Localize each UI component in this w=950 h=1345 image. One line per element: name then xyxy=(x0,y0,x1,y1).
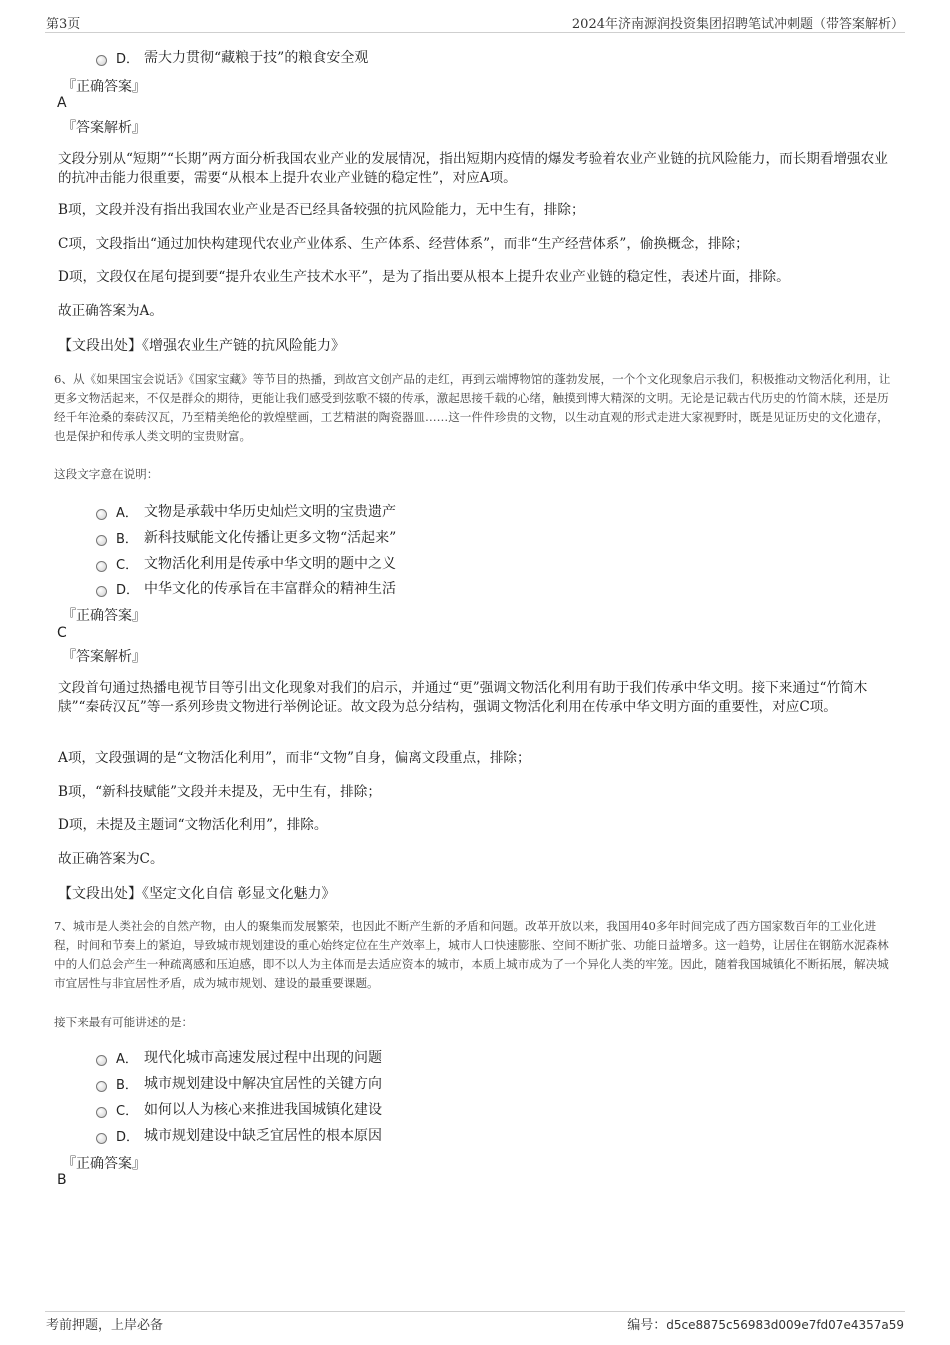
radio-button-icon[interactable] xyxy=(96,509,107,520)
question-7-prompt: 接下来最有可能讲述的是： xyxy=(54,1015,194,1029)
correct-answer-label: 『正确答案』 xyxy=(62,1156,146,1172)
document-title: 2024年济南源润投资集团招聘笔试冲刺题（带答案解析） xyxy=(571,17,904,32)
option-letter: C． xyxy=(116,557,139,573)
option-letter: B． xyxy=(116,531,138,547)
q6-option-d[interactable] xyxy=(96,578,396,598)
option-text: 文物活化利用是传承中华文明的题中之义 xyxy=(144,556,396,572)
option-letter: A． xyxy=(116,505,138,521)
header-divider xyxy=(45,32,905,33)
q7-option-d[interactable] xyxy=(96,1125,382,1145)
footer-slogan: 考前押题，上岸必备 xyxy=(46,1318,164,1333)
footer-code-label: 编号： xyxy=(627,1318,667,1333)
passage-source: 【文段出处】《坚定文化自信 彰显文化魅力》 xyxy=(58,886,336,902)
question-6-text: 6、从《如果国宝会说话》《国家宝藏》等节目的热播，到故宫文创产品的走红，再到云端博物馆的蓬勃发展，一个个文化现象启示我们，积极推动文物活化利用，让更多文物活起来，不仅是群众的期待，更能让我们感受到弦歌不辍的传承，激起思接千载的心绪，触摸到博大精深的文明。无论是记载古代历史的竹简木牍，还是历经千年沧桑的秦砖汉瓦，乃至精美绝伦的敦煌壁画，工艺精湛的陶瓷器皿……这一件件珍贵的文物，以生动直观的形式走进大家视野时，既是见证历史的文化遗存，也是保护和传承人类文明的宝贵财富。 xyxy=(54,372,891,443)
option-text: 城市规划建设中缺乏宜居性的根本原因 xyxy=(144,1128,382,1144)
option-text: 文物是承载中华历史灿烂文明的宝贵遗产 xyxy=(144,504,396,520)
analysis-paragraph: 文段首句通过热播电视节目等引出文化现象对我们的启示，并通过“更”强调文物活化利用有助于我们传承中华文明。接下来通过“竹简木牍”“秦砖汉瓦”等一系列珍贵文物进行举例论证。故文段为总分结构，强调文物活化利用在传承中华文明方面的重要性，对应C项。 xyxy=(58,680,868,715)
option-letter: C． xyxy=(116,1103,139,1119)
question-7-text: 7、城市是人类社会的自然产物，由人的聚集而发展繁荣，也因此不断产生新的矛盾和问题。改革开放以来，我国用40多年时间完成了西方国家数百年的工业化进程，时间和节奏上的紧迫，导致城市规划建设的重心始终定位在生产效率上，城市人口快速膨胀、空间不断扩张、功能日益增多。这一趋势，让居住在钢筋水泥森林中的人们总会产生一种疏离感和压迫感，即不以人为主体而是去适应资本的城市，本质上城市成为了一个异化人类的牢笼。因此，随着我国城镇化不断拓展，解决城市宜居性与非宜居性矛盾，成为城市规划、建设的最重要课题。 xyxy=(54,919,889,990)
correct-answer-value: B xyxy=(57,1172,67,1188)
radio-button-icon[interactable] xyxy=(96,55,107,66)
question-6-prompt: 这段文字意在说明： xyxy=(54,467,159,481)
footer-divider xyxy=(45,1311,905,1312)
option-text: 需大力贯彻“藏粮于技”的粮食安全观 xyxy=(144,50,369,66)
option-letter: D． xyxy=(116,1129,140,1145)
q7-option-a[interactable] xyxy=(96,1047,382,1067)
footer-code xyxy=(627,1314,904,1333)
correct-answer-label: 『正确答案』 xyxy=(62,608,146,624)
analysis-paragraph: D项，未提及主题词“文物活化利用”，排除。 xyxy=(58,817,328,833)
analysis-paragraph: 故正确答案为C。 xyxy=(58,851,164,867)
correct-answer-value: C xyxy=(57,625,67,641)
option-letter: B． xyxy=(116,1077,138,1093)
analysis-paragraph: 文段分别从“短期”“长期”两方面分析我国农业产业的发展情况，指出短期内疫情的爆发考验着农业产业链的抗风险能力，而长期看增强农业的抗冲击能力很重要，需要“从根本上提升农业产业链的稳定性”，对应A项。 xyxy=(58,151,888,186)
option-text: 新科技赋能文化传播让更多文物“活起来” xyxy=(144,530,397,546)
option-letter: D． xyxy=(116,582,140,598)
analysis-paragraph: B项，“新科技赋能”文段并未提及，无中生有，排除； xyxy=(58,784,381,800)
analysis-label: 『答案解析』 xyxy=(62,120,146,136)
option-letter: A． xyxy=(116,1051,138,1067)
radio-button-icon[interactable] xyxy=(96,561,107,572)
q6-option-a[interactable] xyxy=(96,501,396,521)
analysis-paragraph: 故正确答案为A。 xyxy=(58,303,163,319)
footer-code-value: d5ce8875c56983d009e7fd07e4357a59 xyxy=(666,1318,904,1332)
option-text: 中华文化的传承旨在丰富群众的精神生活 xyxy=(144,581,396,597)
q6-option-b[interactable] xyxy=(96,527,396,547)
passage-source: 【文段出处】《增强农业生产链的抗风险能力》 xyxy=(58,338,345,354)
radio-button-icon[interactable] xyxy=(96,586,107,597)
q7-option-b[interactable] xyxy=(96,1073,382,1093)
option-text: 城市规划建设中解决宜居性的关键方向 xyxy=(144,1076,382,1092)
option-letter: D． xyxy=(116,51,140,67)
correct-answer-label: 『正确答案』 xyxy=(62,79,146,95)
q6-option-c[interactable] xyxy=(96,553,396,573)
analysis-label: 『答案解析』 xyxy=(62,649,146,665)
analysis-paragraph: C项，文段指出“通过加快构建现代农业产业体系、生产体系、经营体系”，而非“生产经营体系”，偷换概念，排除； xyxy=(58,236,749,252)
option-text: 现代化城市高速发展过程中出现的问题 xyxy=(144,1050,382,1066)
q7-option-c[interactable] xyxy=(96,1099,382,1119)
analysis-paragraph: B项，文段并没有指出我国农业产业是否已经具备较强的抗风险能力，无中生有，排除； xyxy=(58,202,585,218)
page-number: 第3页 xyxy=(46,17,81,32)
radio-button-icon[interactable] xyxy=(96,1081,107,1092)
q5-option-d[interactable] xyxy=(96,47,368,67)
analysis-paragraph: D项，文段仅在尾句提到要“提升农业生产技术水平”，是为了指出要从根本上提升农业产业链的稳定性，表述片面，排除。 xyxy=(58,269,790,285)
radio-button-icon[interactable] xyxy=(96,535,107,546)
radio-button-icon[interactable] xyxy=(96,1133,107,1144)
analysis-paragraph: A项，文段强调的是“文物活化利用”，而非“文物”自身，偏离文段重点，排除； xyxy=(58,750,531,766)
correct-answer-value: A xyxy=(57,95,67,111)
option-text: 如何以人为核心来推进我国城镇化建设 xyxy=(144,1102,382,1118)
radio-button-icon[interactable] xyxy=(96,1055,107,1066)
radio-button-icon[interactable] xyxy=(96,1107,107,1118)
